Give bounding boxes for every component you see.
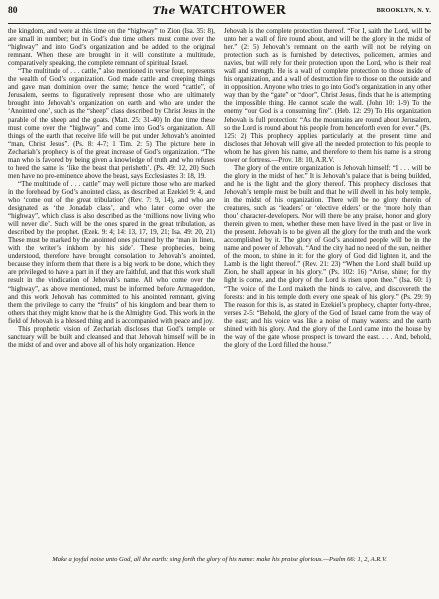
right-column bbox=[224, 27, 431, 547]
page-number: 80 bbox=[8, 6, 18, 16]
article-columns bbox=[8, 27, 431, 547]
masthead-the: The bbox=[152, 5, 176, 17]
paragraph: Jehovah is the complete protection thereof. “For I, saith the Lord, will be unto her a wall of fire round about, and will be the glory in the midst of her.” (2: 5) Jehovah’s remnant on the earth will not be relying on protection such as is furnished by detectives, policemen, armies and navies, but will rely for their protection upon the Lord, who is their real wall and strength. He is a wall of complete protection to those inside of his organization, and a wall of destruction fire to those on the outside and in opposition. Anyone who tries to go into God’s organization in any other way than by the “gate” or “door”, Christ Jesus, finds that he is attempting the impossible thing. He cannot scale the wall. (John 10: 1-9) To the enemy “our God is a consuming fire”. (Heb. 12: 29) To His organization Jehovah is full protection: “As the mountains are round about Jerusalem, so the Lord is round about his people from henceforth even for ever.” (Ps. 125: 2) This prophecy applies particularly at the present time and discloses that Jehovah will give all the needed protection to his people to whom he has given his name, and therefore to them his name is a strong tower or fortress.—Prov. 18: 10, A.R.V. bbox=[224, 27, 431, 164]
masthead-title: WATCHTOWER bbox=[178, 3, 287, 18]
page-header bbox=[8, 3, 431, 24]
paragraph: The glory of the entire organization is Jehovah himself: “I . . . will be the glory in the midst of her.” It is Jehovah’s palace that is being builded, and he is the light and the glory thereof. This prophecy discloses that Jehovah’s temple must be built and that he will dwell in his holy temple, in the midst of his organization. There will be no glory therein of creatures, such as ‘leaders’ or ‘elective elders’ or the ‘more holy than thou’ character-developers. Nor will there be any praise, honor and glory therein given to men, whether these men have lived in the past or live in the present. Jehovah is to be given all the glory for the truth and the work accomplished by it. The glory of God’s anointed people will be in the name and power of Jehovah. “And the city had no need of the sun, neither of the moon, to shine in it: for the glory of God did lighten it, and the Lamb is the light thereof.” (Rev. 21: 23) “When the Lord shall build up Zion, he shall appear in his glory.” (Ps. 102: 16) “Arise, shine; for thy light is come, and the glory of the Lord is risen upon thee.” (Isa. 60: 1) “The voice of the Lord maketh the hinds to calve, and discovereth the forests: and in his temple doth every one speak of his glory.” (Ps. 29: 9) The reason for this is, as stated in Ezekiel’s prophecy, chapter forty-three, verses 2-5: “Behold, the glory of the God of Israel came from the way of the east; and his voice was like a noise of many waters: and the earth shined with his glory. And the glory of the Lord came into the house by the way of the gate whose prospect is toward the east. . . . And, behold, the glory of the Lord filled the house.” bbox=[224, 163, 431, 349]
paragraph: the kingdom, and were at this time on the “highway” to Zion (Isa. 35: 8), are small in number; but in God’s due time others must come over the “highway” and into God’s organization and be added to the original remnant. When these are brought in it will constitute a multitude, comparatively speaking, the complete remnant of spiritual Israel. bbox=[8, 27, 215, 68]
dateline: BROOKLYN, N. Y. bbox=[376, 7, 431, 14]
paragraph: “The multitude of . . . cattle” may well picture those who are marked in the forehead by God’s anointed class, as described at Ezekiel 9: 4, and who ‘come out of the great tribulation’ (Rev. 7: 9, 14), and who are designated as ‘the Jonadab class’, and who later come over the “highway”, which class is also described as the ‘millions now living who will never die’. Such will be the ones spared in the great tribulation, as described by the prophet. (Ezek. 9: 4; 14: 13, 17, 19, 21; Isa. 49: 20, 21) These must be marked by the anointed ones pictured by the ‘man in linen, with the writer’s inkhorn by his side’. These prophecies, being understood, therefore have brought consolation to Jehovah’s anointed, because they inform them that there is a big work to be done, which they are privileged to have a part in if they are faithful, and that this work shall result in the vindication of Jehovah’s name. All who come over the “highway”, as above mentioned, must be informed before Armageddon, and this work Jehovah has committed to his anointed remnant, giving them the privilege to carry the “fruits” of his kingdom and bear them to others that they might know that he is the Almighty God. This work in the field of Jehovah is a blessed thing and is accompanied with peace and joy. bbox=[8, 179, 215, 325]
paragraph: “The multitude of . . . cattle,” also mentioned in verse four, represents the wealth of God’s organization. God made cattle and creeping things and gave man dominion over the same; hence the word “cattle”, of Jerusalem, seems to figuratively represent those who are ultimately brought into Jehovah’s organization on earth and who are under the ‘Anointed one’, such as the “sheep” class described by Christ Jesus in the parable of the sheep and the goats. (Matt. 25: 31-40) In due time these must come over the “highway” and come into God’s organization. All things of the earth that receive life will be put under Jehovah’s anointed “man, Christ Jesus”. (Ps. 8: 4-7; 1 Tim. 2: 5) The picture here in Zechariah’s prophecy is of the great increase of God’s organization. “The man who is favored by being given a knowledge of truth and who refuses to heed the same is ‘like the beast that perisheth’. (Ps. 49: 12, 20) Such men have no pre-eminence above the beast, says Ecclesiastes 3: 18, 19. bbox=[8, 67, 215, 180]
footer-scripture-quote: Make a joyful noise unto God, all the earth: sing forth the glory of his name: make his praise glorious.—Psalm 66: 1, 2, A.R.V. bbox=[52, 556, 387, 563]
left-column bbox=[8, 27, 215, 547]
paragraph: This prophetic vision of Zechariah discloses that God’s temple or sanctuary will be built and cleansed and that Jehovah himself will be in the midst of and over and above all of his holy organization. Hence bbox=[8, 324, 215, 349]
masthead bbox=[8, 3, 431, 19]
